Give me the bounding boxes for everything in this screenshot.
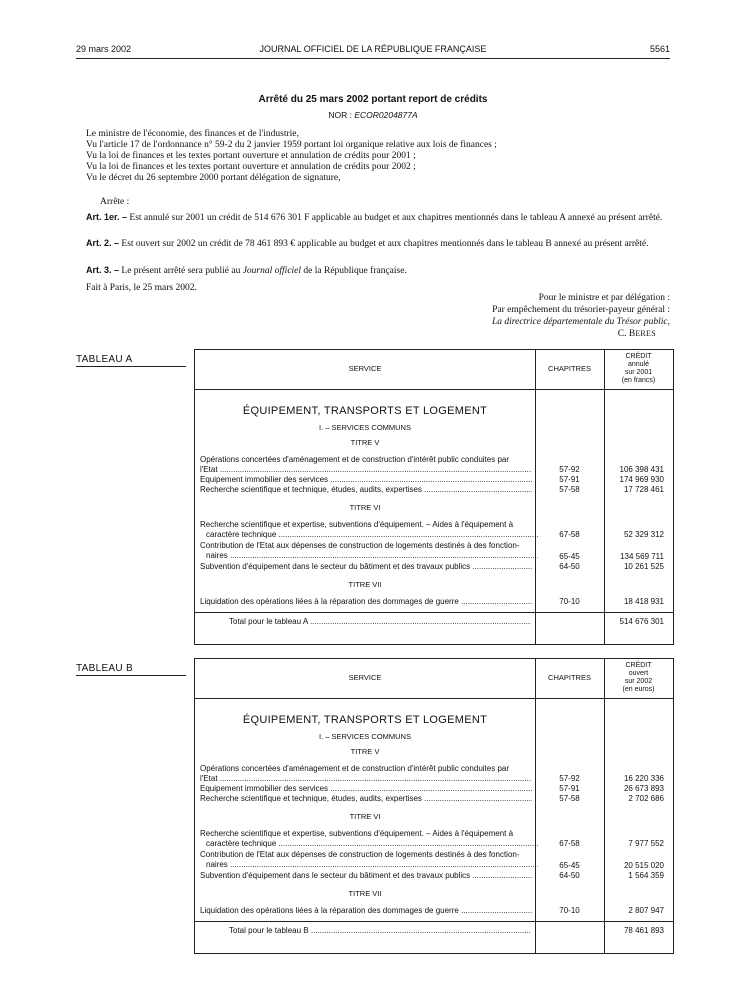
nor-label: NOR : [328,110,352,120]
col-chapitres-header: CHAPITRES [548,364,591,373]
preamble [86,129,670,184]
service-text: caractère technique ..... [200,839,538,849]
credit-header-line: sur 2001 [624,369,653,376]
article-1-label: Art. 1er. – [86,212,128,222]
total-rule [195,921,673,922]
titre-heading: TITRE VI [349,503,381,512]
col-credit-header [604,353,673,385]
table-row-amount: 174 969 930 [619,475,664,484]
credit-header-line: CRÉDIT [625,353,652,360]
article-2-label: Art. 2. – [86,238,120,248]
table-row-amount: 2 807 947 [628,906,664,915]
table-row-amount: 10 261 525 [623,562,664,571]
fait-a-paris: Fait à Paris, le 25 mars 2002. [86,283,197,293]
total-label: Total pour le tableau B ..... [229,926,531,935]
table-row-service: Equipement immobilier des services ..... [200,475,532,485]
article-2 [76,238,670,250]
tableau-a [194,349,674,645]
table-row-chapitre: 67-58 [559,530,580,539]
table-row-service: Liquidation des opérations liées à la réparation des dommages de guerre ..... [200,597,532,607]
table-row-service [200,520,532,540]
service-text: Opérations concertées d'aménagement et de construction d'intérêt public conduites par [200,764,510,773]
table-row-chapitre: 64-50 [559,562,580,571]
service-text: caractère technique ..... [200,530,538,540]
table-row-amount: 18 418 931 [623,597,664,606]
service-text: l'Etat ..... [200,465,532,475]
credit-header-line: annulé [627,361,650,368]
section-heading: I. – SERVICES COMMUNS [319,423,411,432]
table-row-chapitre: 70-10 [559,906,580,915]
article-3-text-a: Le présent arrêté sera publié au [121,266,241,276]
table-row-chapitre: 65-45 [559,552,580,561]
article-3-journal: Journal officiel [242,266,302,276]
table-row-chapitre: 57-91 [559,475,580,484]
tableau-a-body [195,390,673,644]
total-label: Total pour le tableau A ..... [229,617,531,626]
table-row-service [200,764,532,784]
article-3-label: Art. 3. – [86,265,120,275]
article-1-text: Est annulé sur 2001 un crédit de 514 676 301 F applicable au budget et aux chapitres mentionnés dans le tableau A annexé au présent arrêté. [129,213,663,223]
table-row-amount: 52 329 312 [623,530,664,539]
table-row-service: Equipement immobilier des services ..... [200,784,532,794]
table-row-amount: 17 728 461 [623,485,664,494]
preamble-line: Vu la loi de finances et les textes portant ouverture et annulation de crédits pour 2001 ; [86,151,416,161]
table-row-chapitre: 70-10 [559,597,580,606]
service-text: Contribution de l'Etat aux dépenses de construction de logements destinés à des fonction- [200,541,520,550]
total-amount: 514 676 301 [619,617,664,626]
header-page-number: 5561 [649,44,670,54]
signature-line-2: Par empêchement du trésorier-payeur général : [492,305,670,315]
table-row-service [200,541,532,561]
table-row-amount: 16 220 336 [623,774,664,783]
col-service-header: SERVICE [348,673,382,682]
credit-header-line: (en francs) [621,377,656,384]
service-text: naires ..... [200,860,538,870]
titre-heading: TITRE V [350,438,380,447]
service-text: naires ..... [200,551,538,561]
table-row-amount: 20 515 020 [623,861,664,870]
signatory-initial: C. B [617,329,636,339]
page-header [76,44,670,58]
article-2-text: Est ouvert sur 2002 un crédit de 78 461 893 € applicable au budget et aux chapitres mentionnés dans le tableau B annexé au présent arrêté. [121,239,649,249]
table-row-chapitre: 67-58 [559,839,580,848]
table-row-service: Recherche scientifique et technique, études, audits, expertises ..... [200,485,532,495]
service-text: l'Etat ..... [200,774,532,784]
tableau-a-label: TABLEAU A [76,354,186,367]
tableau-b-header [195,659,673,699]
table-row-service: Recherche scientifique et technique, études, audits, expertises ..... [200,794,532,804]
document-title: Arrêté du 25 mars 2002 portant report de crédits [258,94,488,105]
col-credit-header [604,662,673,694]
article-3 [76,265,670,277]
table-row-service [200,455,532,475]
titre-heading: TITRE V [350,747,380,756]
tableau-a-header [195,350,673,390]
preamble-line: Vu la loi de finances et les textes portant ouverture et annulation de crédits pour 2002 ; [86,162,416,172]
header-journal-title: JOURNAL OFFICIEL DE LA RÉPUBLIQUE FRANÇAISE [259,44,487,54]
service-text: Recherche scientifique et expertise, subventions d'équipement. – Aides à l'équipement à [200,829,514,838]
table-row-chapitre: 57-58 [559,794,580,803]
nor-code: ECOR0204877A [354,110,418,120]
article-1 [76,212,670,224]
tableau-b [194,658,674,954]
table-row-amount: 26 673 893 [623,784,664,793]
credit-header-line: sur 2002 [624,678,653,685]
service-text: Recherche scientifique et expertise, subventions d'équipement. – Aides à l'équipement à [200,520,514,529]
preamble-line: Le ministre de l'économie, des finances et de l'industrie, [86,129,299,139]
signatory-surname: ERES [635,329,656,338]
table-row-service: Subvention d'équipement dans le secteur du bâtiment et des travaux publics ..... [200,871,532,881]
arrete-heading: Arrête : [100,197,130,207]
service-text: Contribution de l'Etat aux dépenses de construction de logements destinés à des fonction- [200,850,520,859]
header-rule [76,58,670,59]
service-text: Opérations concertées d'aménagement et de construction d'intérêt public conduites par [200,455,510,464]
table-row-chapitre: 64-50 [559,871,580,880]
preamble-line: Vu le décret du 26 septembre 2000 portant délégation de signature, [86,173,341,183]
table-row-service: Liquidation des opérations liées à la réparation des dommages de guerre ..... [200,906,532,916]
preamble-line: Vu l'article 17 de l'ordonnance n° 59-2 du 2 janvier 1959 portant loi organique relative aux lois de finances ; [86,140,497,150]
table-row-amount: 1 564 359 [628,871,664,880]
signature-block [430,292,670,340]
ministry-heading: ÉQUIPEMENT, TRANSPORTS ET LOGEMENT [242,714,488,726]
signature-line-3: La directrice départementale du Trésor public, [491,317,670,327]
table-row-chapitre: 57-92 [559,774,580,783]
col-chapitres-header: CHAPITRES [548,673,591,682]
ministry-heading: ÉQUIPEMENT, TRANSPORTS ET LOGEMENT [242,405,488,417]
credit-header-line: CRÉDIT [625,662,652,669]
table-row-amount: 2 702 686 [628,794,664,803]
table-row-chapitre: 65-45 [559,861,580,870]
nor-reference [76,110,670,120]
table-row-chapitre: 57-58 [559,485,580,494]
tableau-b-body [195,699,673,953]
total-rule [195,612,673,613]
table-row-service: Subvention d'équipement dans le secteur du bâtiment et des travaux publics ..... [200,562,532,572]
credit-header-line: ouvert [628,670,649,677]
table-row-chapitre: 57-91 [559,784,580,793]
titre-heading: TITRE VI [349,812,381,821]
section-heading: I. – SERVICES COMMUNS [319,732,411,741]
table-row-chapitre: 57-92 [559,465,580,474]
table-row-service [200,829,532,849]
table-row-amount: 7 977 552 [628,839,664,848]
col-service-header: SERVICE [348,364,382,373]
table-row-amount: 134 569 711 [620,552,664,561]
table-row-service [200,850,532,870]
table-row-amount: 106 398 431 [619,465,664,474]
signature-line-1: Pour le ministre et par délégation : [538,293,670,303]
article-3-text-b: de la République française. [303,266,407,276]
tableau-b-label: TABLEAU B [76,663,186,676]
signatory-name [430,328,670,340]
credit-header-line: (en euros) [622,686,655,693]
header-date: 29 mars 2002 [76,44,132,54]
titre-heading: TITRE VII [348,889,382,898]
titre-heading: TITRE VII [348,580,382,589]
total-amount: 78 461 893 [623,926,664,935]
